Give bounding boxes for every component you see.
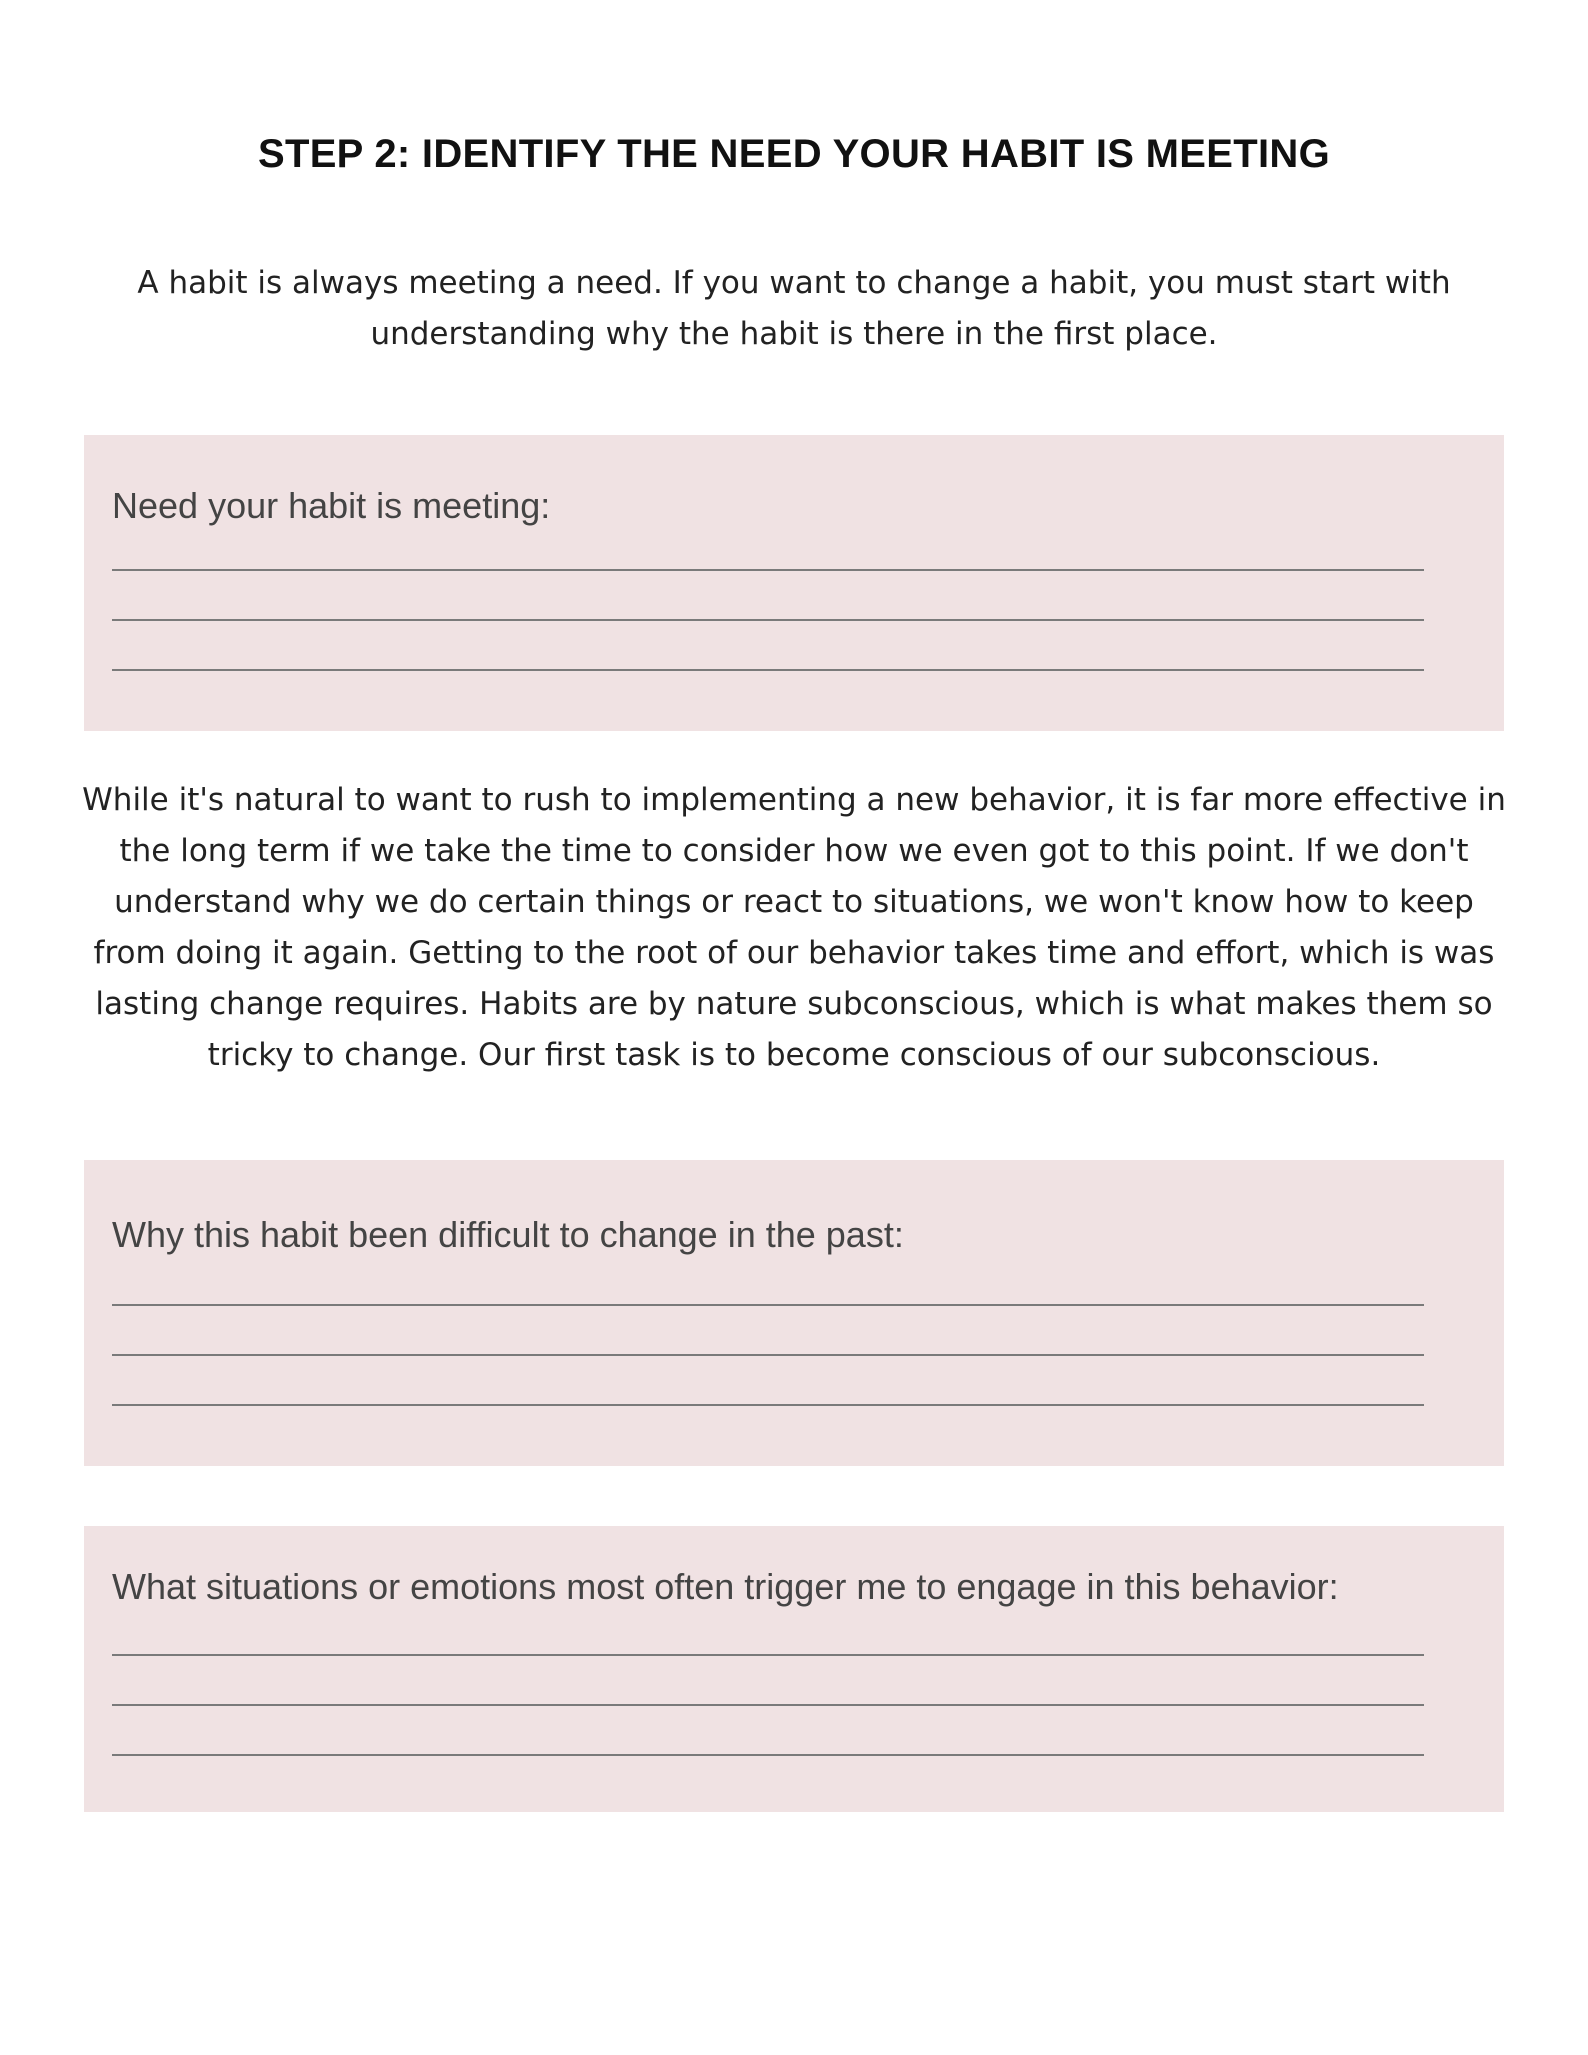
intro-paragraph: A habit is always meeting a need. If you want to change a habit, you must start with understanding why the habit is there in the first place. <box>137 265 1451 352</box>
trigger-section <box>84 1526 1504 1812</box>
answer-line[interactable] <box>112 619 1424 621</box>
answer-line[interactable] <box>112 669 1424 671</box>
need-section <box>84 435 1504 731</box>
need-prompt: Need your habit is meeting: <box>112 485 551 526</box>
answer-line[interactable] <box>112 1354 1424 1356</box>
answer-line[interactable] <box>112 1754 1424 1756</box>
page-title: STEP 2: IDENTIFY THE NEED YOUR HABIT IS MEETING <box>257 132 1331 176</box>
answer-line[interactable] <box>112 569 1424 571</box>
answer-line[interactable] <box>112 1304 1424 1306</box>
difficulty-prompt: Why this habit been difficult to change in the past: <box>112 1214 904 1255</box>
body-paragraph: While it's natural to want to rush to implementing a new behavior, it is far more effective in the long term if we take the time to consider how we even got to this point. If we don't understand why we do certain things or react to situations, we won't know how to keep from doing it again. Getting to the root of our behavior takes time and effort, which is was lasting change requires. Habits are by nature subconscious, which is what makes them so tricky to change. Our first task is to become conscious of our subconscious. <box>82 782 1506 1073</box>
difficulty-section <box>84 1160 1504 1466</box>
answer-line[interactable] <box>112 1404 1424 1406</box>
answer-line[interactable] <box>112 1654 1424 1656</box>
answer-line[interactable] <box>112 1704 1424 1706</box>
trigger-prompt: What situations or emotions most often trigger me to engage in this behavior: <box>112 1566 1339 1607</box>
